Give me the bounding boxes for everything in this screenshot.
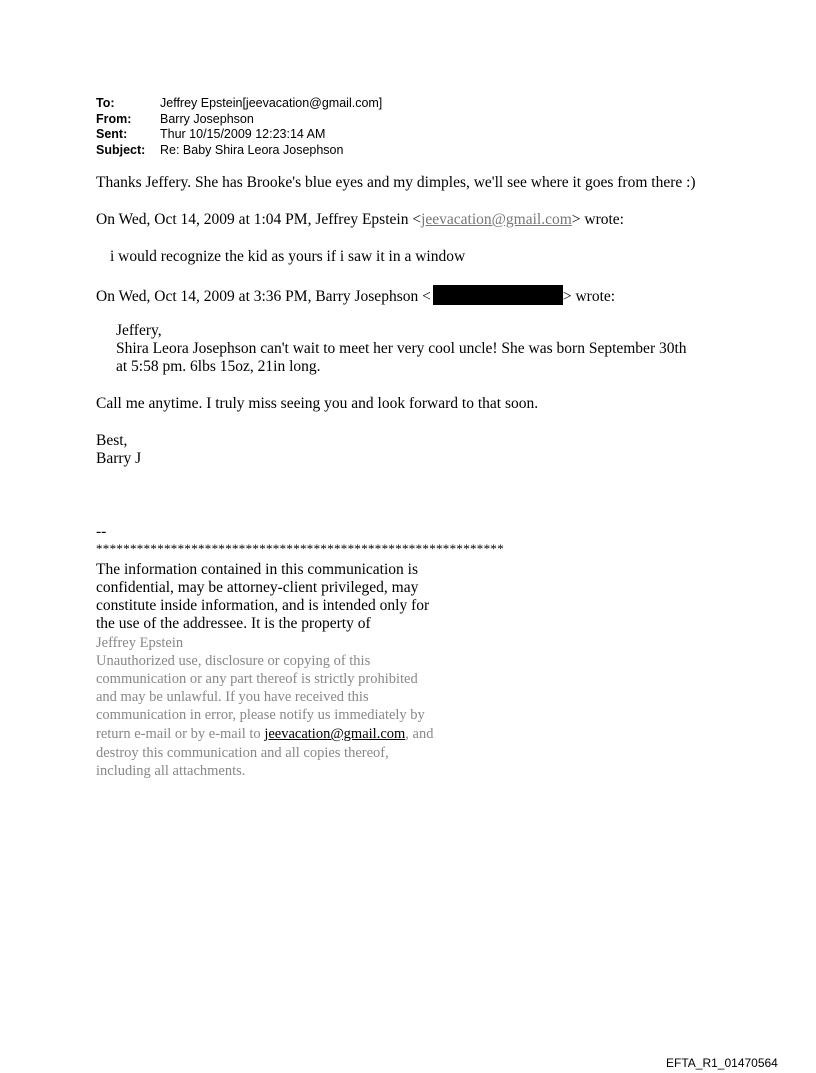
to-value: Jeffrey Epstein[jeevacation@gmail.com]	[160, 96, 383, 110]
header-from-row	[96, 112, 382, 128]
to-label: To:	[96, 96, 115, 110]
header-subject-row	[96, 143, 382, 159]
email-header	[96, 96, 382, 158]
signature: Barry J	[96, 450, 142, 467]
quote1-email-link[interactable]: jeevacation@gmail.com	[421, 211, 572, 228]
quote2-intro-start: On Wed, Oct 14, 2009 at 3:36 PM, Barry Josephson <	[96, 288, 431, 305]
disclaimer-gray7: destroy this communication and all copies thereof,	[96, 745, 389, 761]
signature-dashes: --	[96, 523, 107, 540]
quote1-intro	[96, 211, 624, 229]
disclaimer-line1: The information contained in this communication is	[96, 561, 418, 578]
disclaimer-gray5: communication in error, please notify us immediately by	[96, 707, 425, 723]
reply-text: Thanks Jeffery. She has Brooke's blue eyes and my dimples, we'll see where it goes from there :)	[96, 174, 696, 191]
redaction-bar	[433, 285, 563, 305]
disclaimer-line4: the use of the addressee. It is the property of	[96, 615, 371, 632]
quote1-text: i would recognize the kid as yours if i saw it in a window	[110, 248, 466, 265]
disclaimer-line3: constitute inside information, and is intended only for	[96, 597, 430, 614]
header-to-row	[96, 96, 382, 112]
quote2-intro	[96, 285, 615, 306]
quote2-line2: at 5:58 pm. 6lbs 15oz, 21in long.	[116, 358, 321, 375]
closing: Best,	[96, 432, 128, 449]
subject-label: Subject:	[96, 142, 146, 157]
header-sent-row	[96, 127, 382, 143]
sent-value: Thur 10/15/2009 12:23:14 AM	[160, 127, 326, 141]
disclaimer-gray4: and may be unlawful. If you have received this	[96, 689, 369, 705]
disclaimer-gray6	[96, 725, 433, 743]
separator-stars: ************************************************************	[96, 541, 504, 556]
disclaimer-gray6-end: , and	[405, 726, 434, 742]
disclaimer-gray2: Unauthorized use, disclosure or copying of this	[96, 653, 371, 669]
subject-value: Re: Baby Shira Leora Josephson	[160, 142, 344, 157]
quote2-greeting: Jeffery,	[116, 322, 162, 339]
quote2-intro-end: > wrote:	[562, 288, 616, 305]
disclaimer-line2: confidential, may be attorney-client privileged, may	[96, 579, 419, 596]
quote1-intro-start: On Wed, Oct 14, 2009 at 1:04 PM, Jeffrey Epstein <	[96, 211, 422, 228]
disclaimer-email-link[interactable]: jeevacation@gmail.com	[264, 726, 406, 742]
sent-label: Sent:	[96, 127, 128, 141]
quote2-line1: Shira Leora Josephson can't wait to meet her very cool uncle! She was born September 30th	[116, 340, 687, 357]
quote1-intro-end: > wrote:	[571, 211, 624, 228]
from-label: From:	[96, 111, 132, 126]
disclaimer-gray6-start: return e-mail or by e-mail to	[96, 726, 265, 742]
disclaimer-gray3: communication or any part thereof is strictly prohibited	[96, 671, 418, 687]
from-value: Barry Josephson	[160, 111, 254, 126]
call-line: Call me anytime. I truly miss seeing you and look forward to that soon.	[96, 395, 539, 412]
disclaimer-owner: Jeffrey Epstein	[96, 635, 184, 651]
disclaimer-gray8: including all attachments.	[96, 763, 246, 779]
document-id: EFTA_R1_01470564	[666, 1056, 778, 1070]
